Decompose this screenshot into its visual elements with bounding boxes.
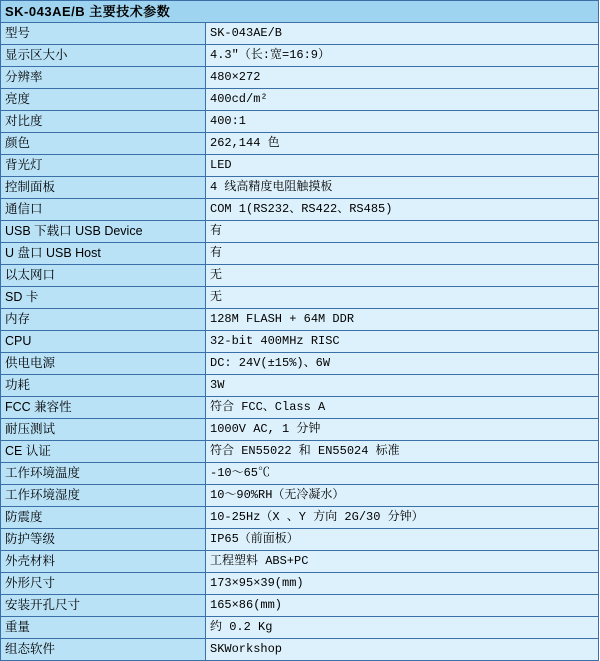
table-row (1, 23, 599, 45)
table-row (1, 331, 599, 353)
row-value: SK-043AE/B (206, 23, 599, 45)
table-row (1, 507, 599, 529)
row-label: 颜色 (1, 133, 206, 155)
row-value: 1000V AC, 1 分钟 (206, 419, 599, 441)
row-value: SKWorkshop (206, 639, 599, 661)
row-label: 供电电源 (1, 353, 206, 375)
table-row (1, 265, 599, 287)
row-value: 工程塑料 ABS+PC (206, 551, 599, 573)
row-label: 外形尺寸 (1, 573, 206, 595)
row-label: 通信口 (1, 199, 206, 221)
table-title: SK-043AE/B 主要技术参数 (1, 1, 599, 23)
table-row (1, 67, 599, 89)
table-row (1, 45, 599, 67)
row-label: FCC 兼容性 (1, 397, 206, 419)
row-label: 显示区大小 (1, 45, 206, 67)
row-label: 背光灯 (1, 155, 206, 177)
table-row (1, 243, 599, 265)
row-value: IP65（前面板） (206, 529, 599, 551)
row-label: 安装开孔尺寸 (1, 595, 206, 617)
table-row (1, 287, 599, 309)
row-value: 有 (206, 221, 599, 243)
row-label: CPU (1, 331, 206, 353)
row-label: 耐压测试 (1, 419, 206, 441)
row-value: DC: 24V(±15%)、6W (206, 353, 599, 375)
table-row (1, 463, 599, 485)
row-value: 165×86(mm) (206, 595, 599, 617)
row-label: 对比度 (1, 111, 206, 133)
table-row (1, 177, 599, 199)
row-label: 亮度 (1, 89, 206, 111)
row-label: 防震度 (1, 507, 206, 529)
row-label: 功耗 (1, 375, 206, 397)
row-value: 4.3″（长:宽=16:9） (206, 45, 599, 67)
row-value: 符合 EN55022 和 EN55024 标准 (206, 441, 599, 463)
table-row (1, 573, 599, 595)
row-label: 组态软件 (1, 639, 206, 661)
table-row (1, 485, 599, 507)
row-value: 400:1 (206, 111, 599, 133)
row-value: 4 线高精度电阻触摸板 (206, 177, 599, 199)
table-row (1, 639, 599, 661)
table-row (1, 551, 599, 573)
table-row (1, 133, 599, 155)
table-row (1, 111, 599, 133)
row-value: 符合 FCC、Class A (206, 397, 599, 419)
row-label: 分辨率 (1, 67, 206, 89)
row-label: CE 认证 (1, 441, 206, 463)
row-label: 内存 (1, 309, 206, 331)
row-label: SD 卡 (1, 287, 206, 309)
row-value: 3W (206, 375, 599, 397)
row-value: -10～65℃ (206, 463, 599, 485)
table-row (1, 309, 599, 331)
row-label: 以太网口 (1, 265, 206, 287)
row-label: 重量 (1, 617, 206, 639)
table-row (1, 617, 599, 639)
table-row (1, 155, 599, 177)
row-value: 128M FLASH + 64M DDR (206, 309, 599, 331)
row-value: 10～90%RH（无冷凝水） (206, 485, 599, 507)
row-label: 防护等级 (1, 529, 206, 551)
row-label: 控制面板 (1, 177, 206, 199)
row-value: 262,144 色 (206, 133, 599, 155)
table-row (1, 529, 599, 551)
row-label: 外壳材料 (1, 551, 206, 573)
row-value: 约 0.2 Kg (206, 617, 599, 639)
table-row (1, 199, 599, 221)
row-value: 无 (206, 265, 599, 287)
table-row (1, 397, 599, 419)
row-value: 10-25Hz（X 、Y 方向 2G/30 分钟） (206, 507, 599, 529)
row-label: 型号 (1, 23, 206, 45)
row-value: COM 1(RS232、RS422、RS485) (206, 199, 599, 221)
row-value: 173×95×39(mm) (206, 573, 599, 595)
row-value: 32-bit 400MHz RISC (206, 331, 599, 353)
row-value: 有 (206, 243, 599, 265)
row-value: 400cd/m² (206, 89, 599, 111)
table-row (1, 89, 599, 111)
row-value: LED (206, 155, 599, 177)
table-body (1, 1, 599, 661)
table-row (1, 595, 599, 617)
table-title-row (1, 1, 599, 23)
table-row (1, 419, 599, 441)
table-row (1, 375, 599, 397)
row-label: 工作环境湿度 (1, 485, 206, 507)
row-value: 480×272 (206, 67, 599, 89)
row-label: USB 下载口 USB Device (1, 221, 206, 243)
row-label: 工作环境温度 (1, 463, 206, 485)
row-value: 无 (206, 287, 599, 309)
table-row (1, 441, 599, 463)
table-row (1, 221, 599, 243)
table-row (1, 353, 599, 375)
row-label: U 盘口 USB Host (1, 243, 206, 265)
